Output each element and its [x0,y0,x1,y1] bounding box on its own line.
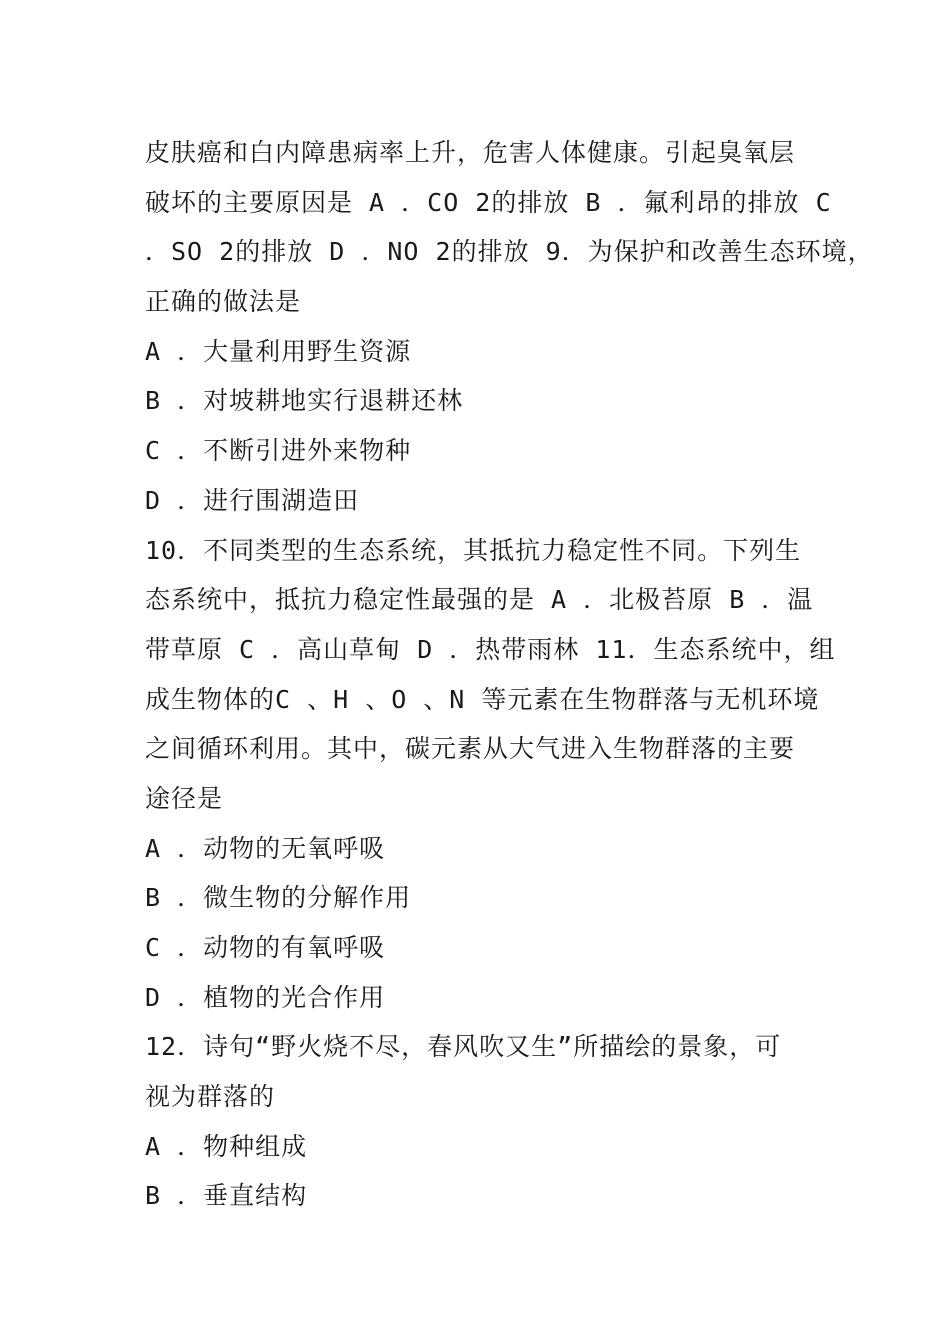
text-line: 途径是 [145,783,224,813]
text-line: 视为群落的 [145,1082,276,1112]
text-line: 成生物体的C 、H 、O 、N 等元素在生物群落与无机环境 [145,684,820,714]
question-line: 10．不同类型的生态系统，其抵抗力稳定性不同。下列生 [145,535,802,565]
option-line: B ．垂直结构 [145,1181,308,1211]
text-line: 之间循环利用。其中，碳元素从大气进入生物群落的主要 [145,734,796,764]
text-line: 正确的做法是 [145,287,302,317]
text-line: 态系统中，抵抗力稳定性最强的是 A ．北极苔原 B ．温 [145,585,814,615]
option-line: D ．进行围湖造田 [145,485,360,515]
option-line: D ．植物的光合作用 [145,982,386,1012]
option-line: C ．动物的有氧呼吸 [145,933,386,962]
option-line: C ．不断引进外来物种 [145,436,412,466]
question-line: 12．诗句“野火烧不尽，春风吹又生”所描绘的景象，可 [145,1032,782,1062]
option-line: A ．动物的无氧呼吸 [145,833,386,863]
option-line: B ．对坡耕地实行退耕还林 [145,386,464,416]
text-line: 带草原 C ．高山草甸 D ．热带雨林 11．生态系统中，组 [145,634,836,664]
option-line: A ．物种组成 [145,1131,308,1161]
document-body [145,128,874,1221]
text-line: ．SO 2的排放 D ．NO 2的排放 9．为保护和改善生态环境， [145,237,874,267]
option-line: A ．大量利用野生资源 [145,336,412,366]
text-line: 皮肤癌和白内障患病率上升，危害人体健康。引起臭氧层 [145,138,796,167]
text-line: 破坏的主要原因是 A ．CO 2的排放 B ．氟利昂的排放 C [145,187,832,217]
option-line: B ．微生物的分解作用 [145,883,412,913]
